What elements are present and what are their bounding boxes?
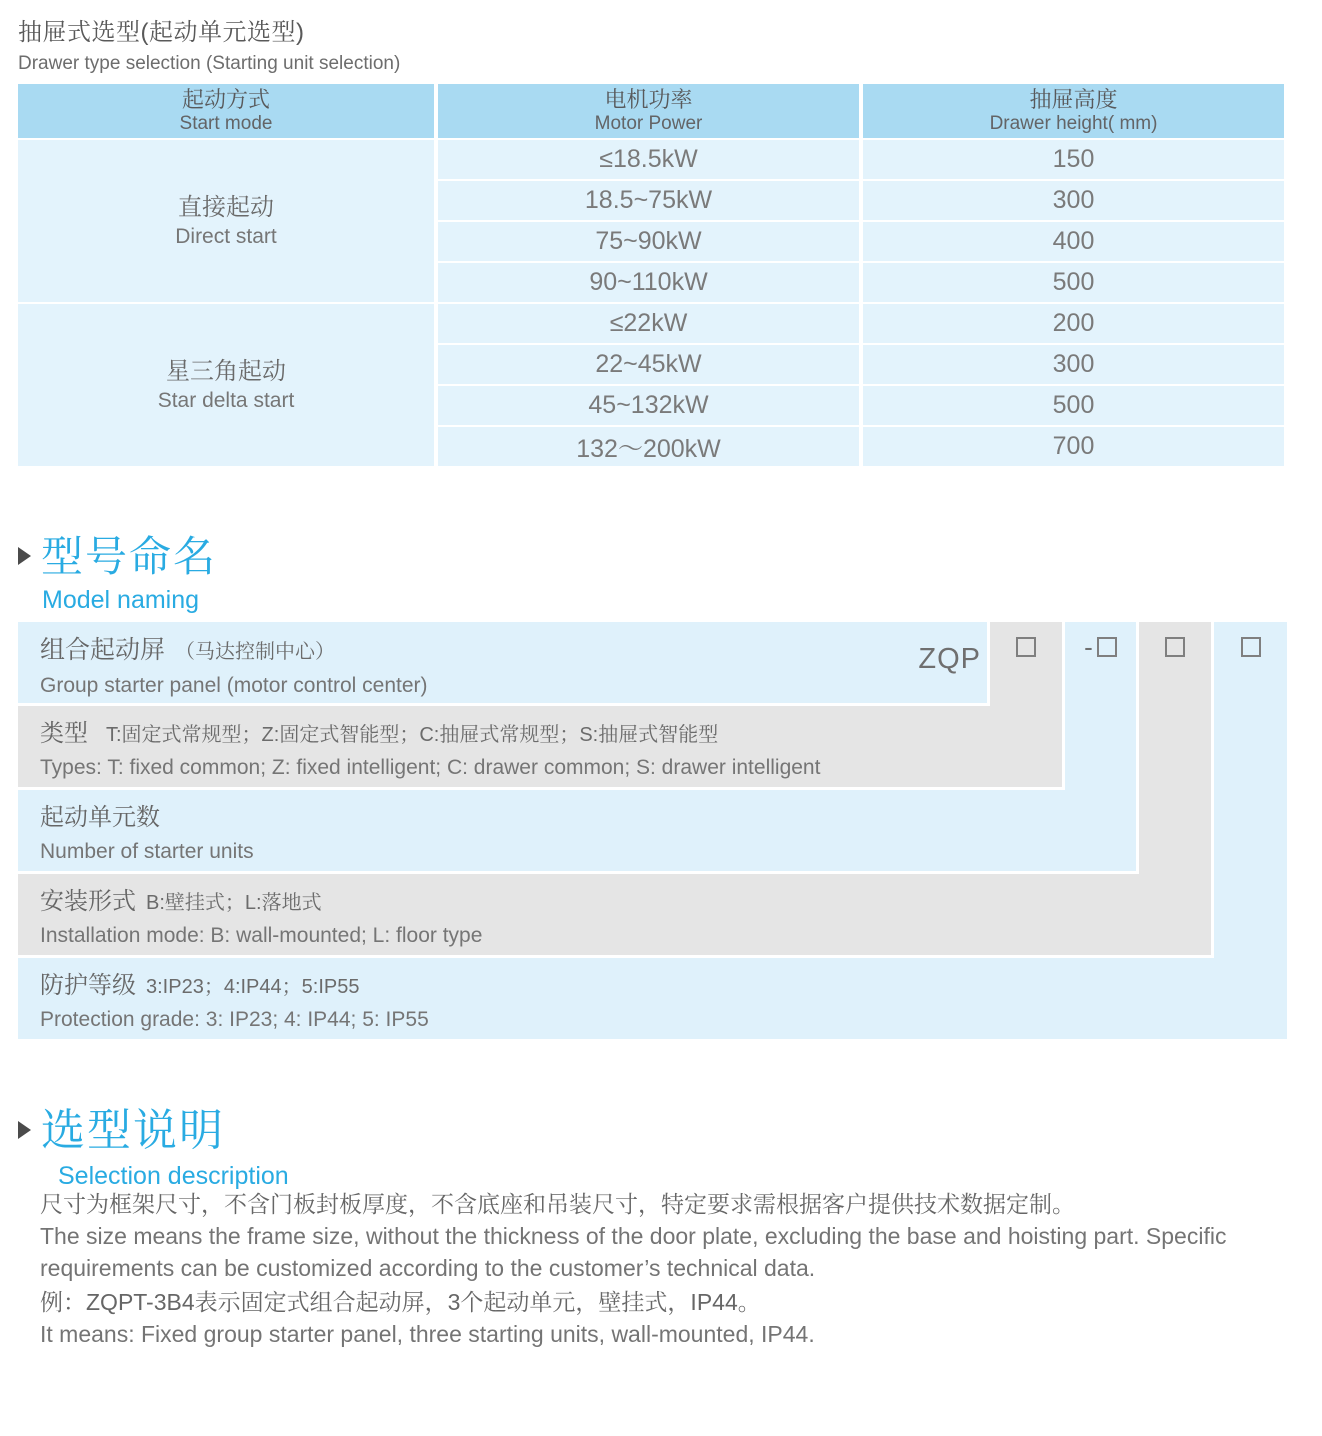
model-row-starter-units: [18, 790, 1136, 871]
table-header-start-mode: [18, 84, 434, 138]
model-row-zh-detail: （马达控制中心）: [175, 641, 336, 663]
group-en: Direct start: [175, 224, 277, 248]
height-cell: 300: [863, 181, 1284, 220]
power-cell: 45~132kW: [438, 386, 859, 425]
model-row-zh: [40, 968, 1287, 1004]
section-marker-icon: [18, 547, 31, 565]
model-row-zh-detail: 3:IP23；4:IP44；5:IP55: [146, 976, 360, 998]
model-digit-box-icon: [1016, 637, 1036, 657]
code-box-line: [1016, 637, 1036, 657]
model-row-protection-grade: [18, 958, 1287, 1039]
group-zh: 直接起动: [178, 193, 274, 221]
power-cell: 22~45kW: [438, 345, 859, 384]
model-digit-box-icon: [1165, 637, 1185, 657]
model-row-en: Number of starter units: [40, 840, 254, 863]
model-code-dash: -: [1084, 632, 1093, 662]
model-row-zh-label: 组合起动屏: [40, 636, 166, 664]
power-cell: 132～200kW: [438, 427, 859, 466]
model-row-types: [18, 706, 1062, 787]
model-naming-diagram: [18, 622, 1287, 1039]
model-row-zh: [40, 716, 1062, 752]
document-title-zh: 抽屉式选型(起动单元选型): [18, 19, 305, 46]
heading-line: [18, 524, 217, 584]
model-row-zh-detail: T:固定式常规型；Z:固定式智能型；C:抽屉式常规型；S:抽屉式智能型: [106, 724, 719, 746]
size-note-en: The size means the frame size, without the thickness of the door plate, excluding the base and hoisting part. Specific requirements can be customized according to the customer’s technical data.: [40, 1223, 1227, 1281]
model-row-en: Installation mode: B: wall-mounted; L: floor type: [40, 924, 483, 947]
group-zh: 星三角起动: [166, 357, 286, 385]
power-cell: ≤22kW: [438, 304, 859, 343]
selection-description-section-heading: [18, 1094, 289, 1191]
section-marker-icon: [18, 1121, 31, 1139]
height-cell: 150: [863, 140, 1284, 179]
power-cell: ≤18.5kW: [438, 140, 859, 179]
model-row-zh-label: 防护等级: [40, 972, 136, 999]
size-note-zh: 尺寸为框架尺寸，不含门板封板厚度，不含底座和吊装尺寸，特定要求需根据客户提供技术数据定制。: [40, 1191, 1075, 1217]
model-code-strip-type: [990, 622, 1062, 787]
model-row-en: Group starter panel (motor control center): [40, 673, 428, 697]
table-header-motor-power: [438, 84, 859, 138]
model-digit-box-icon: [1241, 637, 1261, 657]
model-code-strip-installation: [1139, 622, 1211, 955]
document-title-en: Drawer type selection (Starting unit selection): [18, 53, 401, 74]
model-row-zh: [40, 632, 987, 670]
selection-table: [18, 84, 1284, 466]
model-digit-box-icon: [1097, 637, 1117, 657]
code-box-line: [1241, 637, 1261, 657]
model-code-prefix: ZQP: [918, 643, 981, 675]
header-zh: 起动方式: [181, 87, 270, 113]
group-cell-direct-start: [18, 140, 434, 302]
power-cell: 75~90kW: [438, 222, 859, 261]
document-header: [18, 12, 400, 75]
model-naming-section-heading: [18, 524, 217, 615]
model-row-zh-detail: B:壁挂式；L:落地式: [146, 892, 322, 914]
code-box-line: [1165, 637, 1185, 657]
section-title-zh: 选型说明: [41, 1106, 225, 1155]
selection-description-text: [40, 1188, 1288, 1350]
header-zh: 抽屉高度: [1029, 87, 1118, 113]
section-title-en: Model naming: [42, 586, 200, 614]
height-cell: 700: [863, 427, 1284, 466]
model-row-zh-label: 起动单元数: [40, 804, 160, 831]
header-en: Motor Power: [594, 112, 703, 134]
model-row-en: Types: T: fixed common; Z: fixed intelligent; C: drawer common; S: drawer intelligent: [40, 756, 821, 779]
power-cell: 90~110kW: [438, 263, 859, 302]
example-en: It means: Fixed group starter panel, three starting units, wall-mounted, IP44.: [40, 1321, 815, 1347]
model-row-zh-label: 类型: [40, 720, 88, 747]
model-row-zh-label: 安装形式: [40, 888, 136, 915]
model-row-installation-mode: [18, 874, 1211, 955]
model-row-zh: [40, 800, 1136, 836]
model-row-en: Protection grade: 3: IP23; 4: IP44; 5: IP55: [40, 1008, 429, 1031]
header-en: Drawer height( mm): [989, 112, 1158, 134]
height-cell: 500: [863, 386, 1284, 425]
power-cell: 18.5~75kW: [438, 181, 859, 220]
heading-line: [18, 1094, 289, 1158]
group-cell-star-delta-start: [18, 304, 434, 466]
header-en: Start mode: [179, 112, 273, 134]
height-cell: 400: [863, 222, 1284, 261]
model-row-group-starter-panel: [18, 622, 987, 703]
header-zh: 电机功率: [604, 87, 693, 113]
example-zh: 例：ZQPT-3B4表示固定式组合起动屏，3个起动单元，壁挂式，IP44。: [40, 1289, 761, 1315]
model-code-strip-units: [1065, 622, 1136, 871]
code-box-line: [1084, 632, 1117, 662]
table-header-drawer-height: [863, 84, 1284, 138]
section-title-zh: 型号命名: [41, 533, 218, 580]
height-cell: 300: [863, 345, 1284, 384]
model-code-strip-protection: [1214, 622, 1287, 1039]
model-row-zh: [40, 884, 1211, 920]
height-cell: 200: [863, 304, 1284, 343]
height-cell: 500: [863, 263, 1284, 302]
section-title-en: Selection description: [58, 1162, 289, 1190]
group-en: Star delta start: [157, 388, 295, 412]
